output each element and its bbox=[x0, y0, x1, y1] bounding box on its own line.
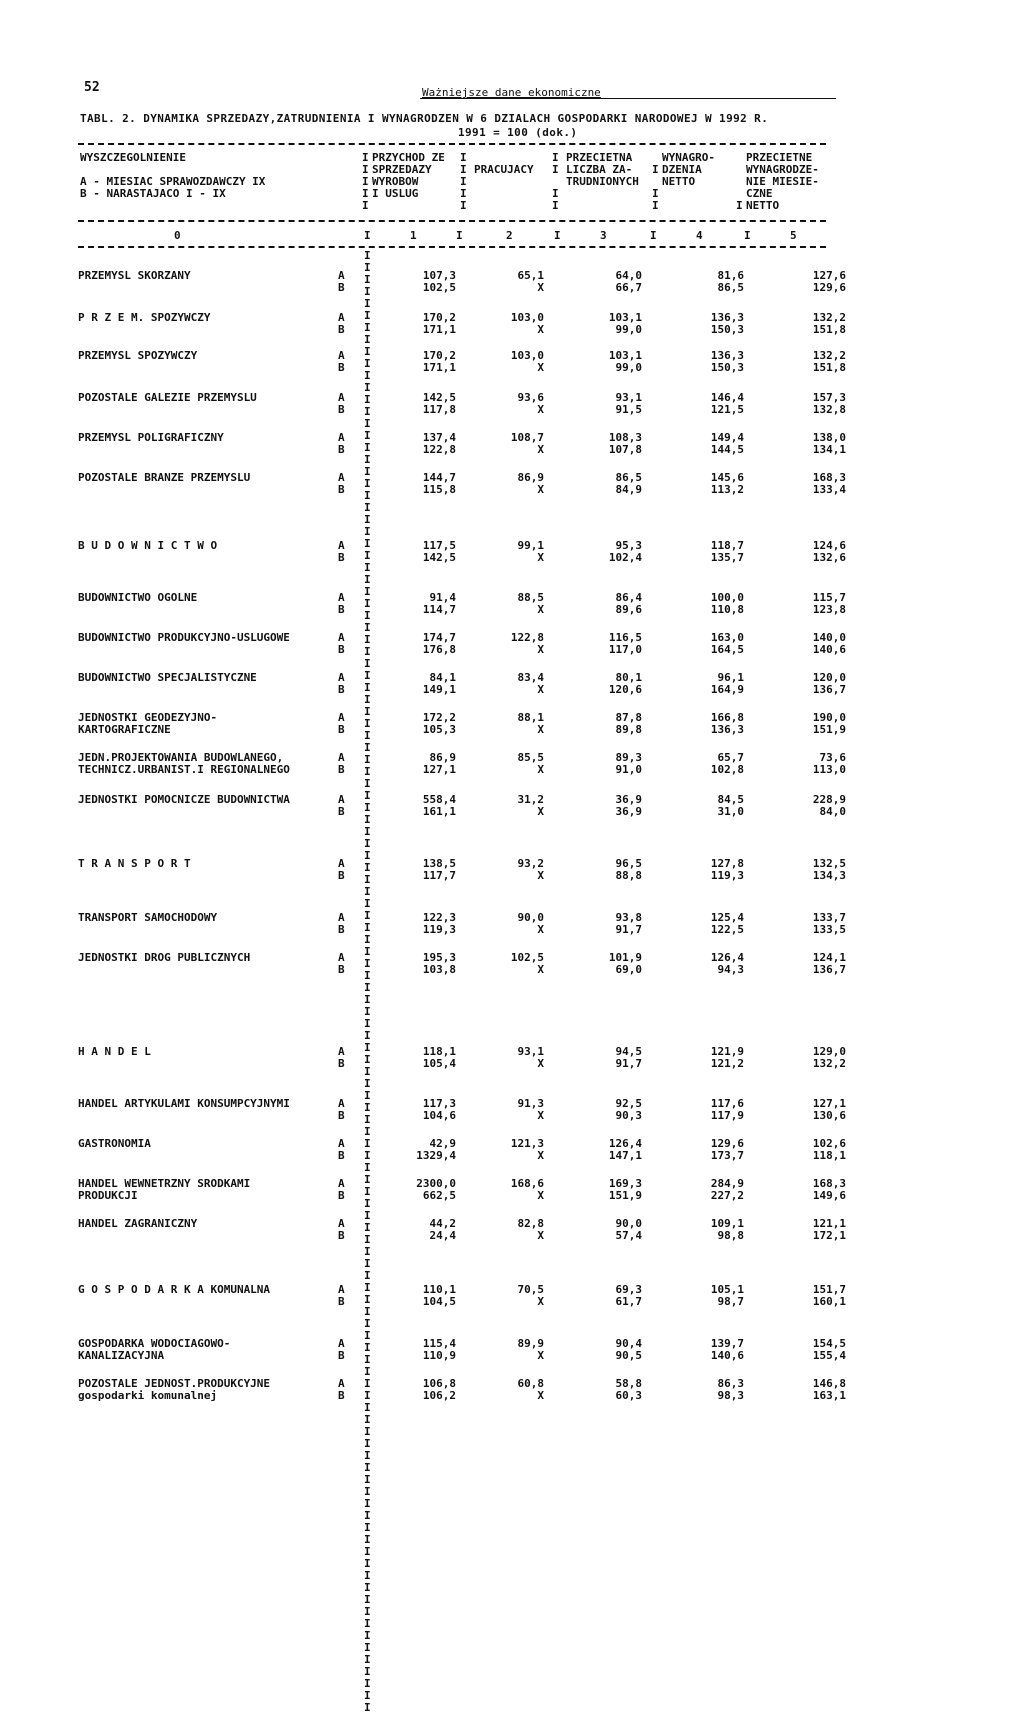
table-cell: 121,9 121,2 bbox=[710, 1045, 744, 1070]
table-cell: 103,1 99,0 bbox=[608, 311, 642, 336]
column-number: 2 bbox=[506, 229, 513, 242]
table-cell: 136,3 150,3 bbox=[710, 349, 744, 374]
table-cell: 103,0 X bbox=[510, 349, 544, 374]
table-cell: 121,1 172,1 bbox=[812, 1217, 846, 1242]
row-ab-marker: A B bbox=[338, 1283, 345, 1308]
table-cell: 86,9 127,1 bbox=[422, 751, 456, 776]
row-ab-marker: A B bbox=[338, 1045, 345, 1070]
row-label: BUDOWNICTWO SPECJALISTYCZNE bbox=[78, 671, 257, 684]
table-cell: 140,0 140,6 bbox=[812, 631, 846, 656]
table-cell: 99,1 X bbox=[517, 539, 544, 564]
row-ab-marker: A B bbox=[338, 631, 345, 656]
row-ab-marker: A B bbox=[338, 671, 345, 696]
row-label: PRZEMYSL SPOZYWCZY bbox=[78, 349, 198, 362]
table-cell: 115,4 110,9 bbox=[422, 1337, 456, 1362]
row-label: JEDNOSTKI DROG PUBLICZNYCH bbox=[78, 951, 251, 964]
table-cell: 138,5 117,7 bbox=[422, 857, 456, 882]
table-cell: 83,4 X bbox=[517, 671, 544, 696]
table-cell: 190,0 151,9 bbox=[812, 711, 846, 736]
table-cell: 195,3 103,8 bbox=[422, 951, 456, 976]
row-ab-marker: A B bbox=[338, 591, 345, 616]
table-cell: 118,7 135,7 bbox=[710, 539, 744, 564]
row-ab-marker: A B bbox=[338, 471, 345, 496]
table-cell: 89,3 91,0 bbox=[615, 751, 642, 776]
column-separator: I bbox=[554, 229, 561, 242]
table-cell: 64,0 66,7 bbox=[615, 269, 642, 294]
table-cell: 90,0 X bbox=[517, 911, 544, 936]
table-cell: 168,3 133,4 bbox=[812, 471, 846, 496]
column-separator: I bbox=[744, 229, 751, 242]
table-cell: 174,7 176,8 bbox=[422, 631, 456, 656]
table-cell: 138,0 134,1 bbox=[812, 431, 846, 456]
table-cell: 125,4 122,5 bbox=[710, 911, 744, 936]
table-cell: 170,2 171,1 bbox=[422, 311, 456, 336]
row-ab-marker: A B bbox=[338, 539, 345, 564]
table-cell: 133,7 133,5 bbox=[812, 911, 846, 936]
table-cell: 163,0 164,5 bbox=[710, 631, 744, 656]
row-label: GOSPODARKA WODOCIAGOWO- KANALIZACYJNA bbox=[78, 1337, 231, 1362]
row-ab-marker: A B bbox=[338, 751, 345, 776]
table-cell: 116,5 117,0 bbox=[608, 631, 642, 656]
header-wages: WYNAGRO- DZENIA NETTO bbox=[662, 151, 715, 188]
table-cell: 105,1 98,7 bbox=[710, 1283, 744, 1308]
table-cell: 86,5 84,9 bbox=[615, 471, 642, 496]
row-ab-marker: A B bbox=[338, 1377, 345, 1402]
table-cell: 80,1 120,6 bbox=[608, 671, 642, 696]
table-cell: 85,5 X bbox=[517, 751, 544, 776]
table-cell: 2300,0 662,5 bbox=[416, 1177, 456, 1202]
header-avg-wage: PRZECIETNE WYNAGRODZE- NIE MIESIE- CZNE NETTO bbox=[746, 151, 819, 212]
header-separator: I bbox=[736, 199, 743, 212]
row-ab-marker: A B bbox=[338, 391, 345, 416]
row-label: HANDEL ARTYKULAMI KONSUMPCYJNYMI bbox=[78, 1097, 290, 1110]
table-cell: 70,5 X bbox=[517, 1283, 544, 1308]
table-cell: 117,5 142,5 bbox=[422, 539, 456, 564]
table-cell: 146,8 163,1 bbox=[812, 1377, 846, 1402]
table-cell: 87,8 89,8 bbox=[615, 711, 642, 736]
table-cell: 136,3 150,3 bbox=[710, 311, 744, 336]
row-ab-marker: A B bbox=[338, 911, 345, 936]
row-label: POZOSTALE GALEZIE PRZEMYSLU bbox=[78, 391, 257, 404]
table-cell: 84,5 31,0 bbox=[717, 793, 744, 818]
table-cell: 122,3 119,3 bbox=[422, 911, 456, 936]
table-cell: 36,9 36,9 bbox=[615, 793, 642, 818]
table-cell: 93,8 91,7 bbox=[615, 911, 642, 936]
table-cell: 145,6 113,2 bbox=[710, 471, 744, 496]
header-description: WYSZCZEGOLNIENIE A - MIESIAC SPRAWOZDAWCZY IX B - NARASTAJACO I - IX bbox=[80, 151, 266, 200]
row-label: T R A N S P O R T bbox=[78, 857, 191, 870]
table-cell: 127,1 130,6 bbox=[812, 1097, 846, 1122]
table-cell: 90,4 90,5 bbox=[615, 1337, 642, 1362]
table-cell: 86,3 98,3 bbox=[717, 1377, 744, 1402]
table-cell: 129,0 132,2 bbox=[812, 1045, 846, 1070]
header-separator: I I I I I bbox=[460, 151, 467, 212]
table-cell: 146,4 121,5 bbox=[710, 391, 744, 416]
row-ab-marker: A B bbox=[338, 431, 345, 456]
table-cell: 88,1 X bbox=[517, 711, 544, 736]
table-cell: 170,2 171,1 bbox=[422, 349, 456, 374]
table-cell: 117,6 117,9 bbox=[710, 1097, 744, 1122]
table-subtitle: 1991 = 100 (dok.) bbox=[458, 126, 578, 139]
table-cell: 91,4 114,7 bbox=[422, 591, 456, 616]
column-separator: I bbox=[456, 229, 463, 242]
table-cell: 151,7 160,1 bbox=[812, 1283, 846, 1308]
table-cell: 120,0 136,7 bbox=[812, 671, 846, 696]
table-cell: 121,3 X bbox=[510, 1137, 544, 1162]
table-cell: 86,4 89,6 bbox=[615, 591, 642, 616]
table-cell: 126,4 94,3 bbox=[710, 951, 744, 976]
table-cell: 91,3 X bbox=[517, 1097, 544, 1122]
table-cell: 228,9 84,0 bbox=[812, 793, 846, 818]
table-cell: 129,6 173,7 bbox=[710, 1137, 744, 1162]
table-cell: 73,6 113,0 bbox=[812, 751, 846, 776]
table-cell: 132,2 151,8 bbox=[812, 311, 846, 336]
table-cell: 84,1 149,1 bbox=[422, 671, 456, 696]
table-cell: 81,6 86,5 bbox=[717, 269, 744, 294]
row-ab-marker: A B bbox=[338, 1097, 345, 1122]
table-cell: 96,1 164,9 bbox=[710, 671, 744, 696]
column-number: 0 bbox=[174, 229, 181, 242]
table-cell: 93,2 X bbox=[517, 857, 544, 882]
table-cell: 117,3 104,6 bbox=[422, 1097, 456, 1122]
table-title: TABL. 2. DYNAMIKA SPRZEDAZY,ZATRUDNIENIA I WYNAGRODZEN W 6 DZIALACH GOSPODARKI NARODOWEJ W 1992 R. bbox=[80, 112, 769, 125]
table-cell: 107,3 102,5 bbox=[422, 269, 456, 294]
table-cell: 58,8 60,3 bbox=[615, 1377, 642, 1402]
table-cell: 60,8 X bbox=[517, 1377, 544, 1402]
table-cell: 86,9 X bbox=[517, 471, 544, 496]
row-label: B U D O W N I C T W O bbox=[78, 539, 218, 552]
column-number: 5 bbox=[790, 229, 797, 242]
row-ab-marker: A B bbox=[338, 349, 345, 374]
table-cell: 95,3 102,4 bbox=[608, 539, 642, 564]
running-head: Ważniejsze dane ekonomiczne bbox=[422, 86, 601, 99]
table-cell: 132,5 134,3 bbox=[812, 857, 846, 882]
row-label: BUDOWNICTWO PRODUKCYJNO-USLUGOWE bbox=[78, 631, 290, 644]
table-cell: 172,2 105,3 bbox=[422, 711, 456, 736]
table-cell: 42,9 1329,4 bbox=[416, 1137, 456, 1162]
table-cell: 94,5 91,7 bbox=[615, 1045, 642, 1070]
table-cell: 103,0 X bbox=[510, 311, 544, 336]
row-ab-marker: A B bbox=[338, 1137, 345, 1162]
table-cell: 108,3 107,8 bbox=[608, 431, 642, 456]
column-separator: I bbox=[650, 229, 657, 242]
table-cell: 69,3 61,7 bbox=[615, 1283, 642, 1308]
row-label: BUDOWNICTWO OGOLNE bbox=[78, 591, 198, 604]
table-cell: 157,3 132,8 bbox=[812, 391, 846, 416]
header-separator: I I I I I bbox=[362, 151, 369, 212]
table-cell: 127,6 129,6 bbox=[812, 269, 846, 294]
row-ab-marker: A B bbox=[338, 1177, 345, 1202]
column-number: 1 bbox=[410, 229, 417, 242]
table-cell: 144,7 115,8 bbox=[422, 471, 456, 496]
table-cell: 110,1 104,5 bbox=[422, 1283, 456, 1308]
table-cell: 93,1 91,5 bbox=[615, 391, 642, 416]
row-label: GASTRONOMIA bbox=[78, 1137, 151, 1150]
table-cell: 44,2 24,4 bbox=[429, 1217, 456, 1242]
table-cell: 122,8 X bbox=[510, 631, 544, 656]
row-label: TRANSPORT SAMOCHODOWY bbox=[78, 911, 218, 924]
row-label: PRZEMYSL SKORZANY bbox=[78, 269, 191, 282]
table-cell: 168,3 149,6 bbox=[812, 1177, 846, 1202]
table-cell: 100,0 110,8 bbox=[710, 591, 744, 616]
header-employed: PRACUJACY bbox=[474, 163, 534, 176]
table-cell: 124,1 136,7 bbox=[812, 951, 846, 976]
table-cell: 126,4 147,1 bbox=[608, 1137, 642, 1162]
table-cell: 284,9 227,2 bbox=[710, 1177, 744, 1202]
table-cell: 92,5 90,3 bbox=[615, 1097, 642, 1122]
row-label: JEDNOSTKI GEODEZYJNO- KARTOGRAFICZNE bbox=[78, 711, 218, 736]
table-cell: 115,7 123,8 bbox=[812, 591, 846, 616]
row-label: P R Z E M. SPOZYWCZY bbox=[78, 311, 211, 324]
table-cell: 102,6 118,1 bbox=[812, 1137, 846, 1162]
row-label: G O S P O D A R K A KOMUNALNA bbox=[78, 1283, 271, 1296]
table-cell: 127,8 119,3 bbox=[710, 857, 744, 882]
row-ab-marker: A B bbox=[338, 951, 345, 976]
table-cell: 93,1 X bbox=[517, 1045, 544, 1070]
row-label: HANDEL WEWNETRZNY SRODKAMI PRODUKCJI bbox=[78, 1177, 251, 1202]
row-label: HANDEL ZAGRANICZNY bbox=[78, 1217, 198, 1230]
header-separator: I I I I bbox=[552, 151, 559, 212]
table-cell: 82,8 X bbox=[517, 1217, 544, 1242]
row-label: JEDN.PROJEKTOWANIA BUDOWLANEGO, TECHNICZ.URBANIST.I REGIONALNEGO bbox=[78, 751, 290, 776]
row-label: PRZEMYSL POLIGRAFICZNY bbox=[78, 431, 224, 444]
header-sales: PRZYCHOD ZE SPRZEDAZY WYROBOW I USLUG bbox=[372, 151, 445, 200]
table-cell: 124,6 132,6 bbox=[812, 539, 846, 564]
row-label: JEDNOSTKI POMOCNICZE BUDOWNICTWA bbox=[78, 793, 290, 806]
table-cell: 89,9 X bbox=[517, 1337, 544, 1362]
column-number: 3 bbox=[600, 229, 607, 242]
row-ab-marker: A B bbox=[338, 1217, 345, 1242]
row-ab-marker: A B bbox=[338, 269, 345, 294]
table-cell: 96,5 88,8 bbox=[615, 857, 642, 882]
table-cell: 106,8 106,2 bbox=[422, 1377, 456, 1402]
row-ab-marker: A B bbox=[338, 793, 345, 818]
header-avg-employment: PRZECIETNA LICZBA ZA- TRUDNIONYCH bbox=[566, 151, 639, 188]
table-cell: 142,5 117,8 bbox=[422, 391, 456, 416]
row-ab-marker: A B bbox=[338, 311, 345, 336]
table-cell: 118,1 105,4 bbox=[422, 1045, 456, 1070]
column-separator: I bbox=[364, 229, 371, 242]
table-cell: 149,4 144,5 bbox=[710, 431, 744, 456]
table-cell: 31,2 X bbox=[517, 793, 544, 818]
table-cell: 558,4 161,1 bbox=[422, 793, 456, 818]
table-cell: 65,7 102,8 bbox=[710, 751, 744, 776]
table-cell: 139,7 140,6 bbox=[710, 1337, 744, 1362]
table-cell: 65,1 X bbox=[517, 269, 544, 294]
table-cell: 132,2 151,8 bbox=[812, 349, 846, 374]
table-cell: 109,1 98,8 bbox=[710, 1217, 744, 1242]
column-number: 4 bbox=[696, 229, 703, 242]
table-cell: 103,1 99,0 bbox=[608, 349, 642, 374]
table-cell: 88,5 X bbox=[517, 591, 544, 616]
row-ab-marker: A B bbox=[338, 1337, 345, 1362]
row-ab-marker: A B bbox=[338, 857, 345, 882]
table-cell: 168,6 X bbox=[510, 1177, 544, 1202]
table-cell: 166,8 136,3 bbox=[710, 711, 744, 736]
table-cell: 137,4 122,8 bbox=[422, 431, 456, 456]
table-cell: 93,6 X bbox=[517, 391, 544, 416]
row-label: POZOSTALE BRANZE PRZEMYSLU bbox=[78, 471, 251, 484]
header-separator: I I I bbox=[652, 163, 659, 212]
table-cell: 169,3 151,9 bbox=[608, 1177, 642, 1202]
table-cell: 154,5 155,4 bbox=[812, 1337, 846, 1362]
row-label: H A N D E L bbox=[78, 1045, 151, 1058]
table-cell: 108,7 X bbox=[510, 431, 544, 456]
table-cell: 102,5 X bbox=[510, 951, 544, 976]
page-number: 52 bbox=[84, 80, 100, 95]
row-ab-marker: A B bbox=[338, 711, 345, 736]
table-cell: 90,0 57,4 bbox=[615, 1217, 642, 1242]
row-label: POZOSTALE JEDNOST.PRODUKCYJNE gospodarki komunalnej bbox=[78, 1377, 271, 1402]
column-separator-line: I I I I I I I I I I I I I I I I I I I I I I I I I I I I I I I I I I I I I I I I I I I I I I I I I I I I I I I I I I I I I I I I I I I I I I I I I I I I I I I I I I I I I I I I I I I I I I I I I I I I I I I I I I I I I I I I I I I I I I I I I I bbox=[364, 249, 371, 1714]
table-cell: 101,9 69,0 bbox=[608, 951, 642, 976]
